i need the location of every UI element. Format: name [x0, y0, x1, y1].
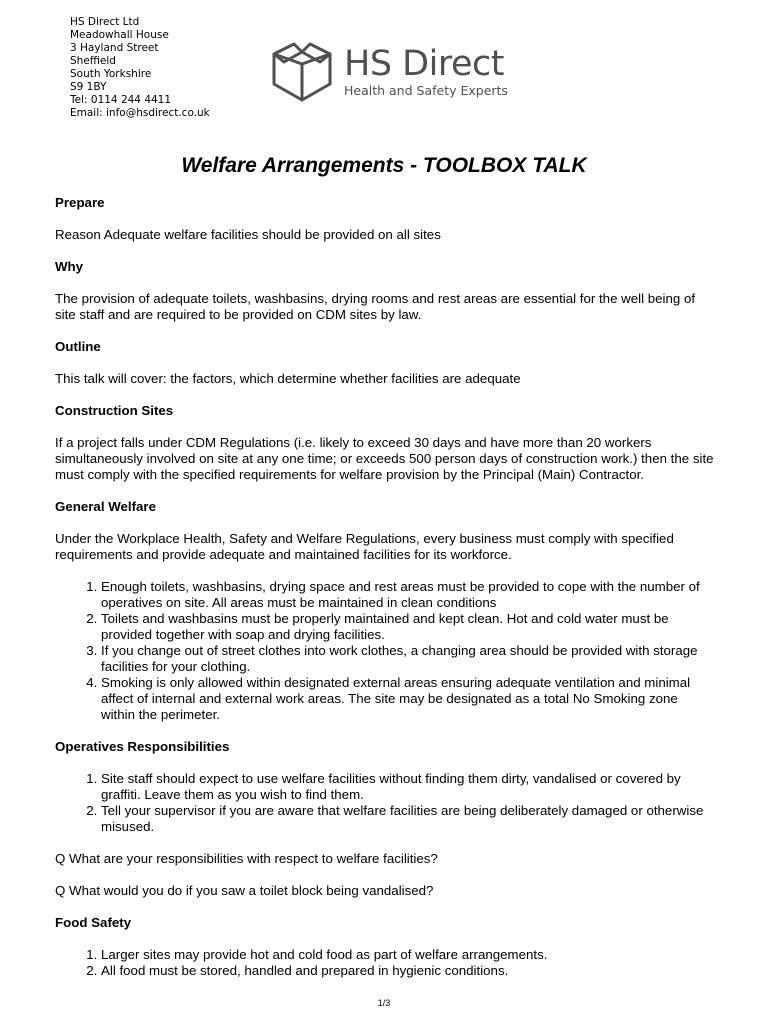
section-heading-operatives: Operatives Responsibilities	[55, 739, 230, 754]
address-line: S9 1BY	[70, 81, 107, 93]
company-logo	[266, 40, 526, 104]
why-text: The provision of adequate toilets, washbasins, drying rooms and rest areas are essential for the well being of site staff and are required to be provided on CDM sites by law.	[55, 291, 696, 322]
company-address	[70, 16, 210, 120]
construction-text: If a project falls under CDM Regulations (i.e. likely to exceed 30 days and have more than 20 workers simultaneously involved on site at any one time; or exceeds 500 person days of construction work.) then the site must comply with the specified requirements for welfare provision by the Principal (Main) Contractor.	[55, 435, 714, 482]
address-line: 3 Hayland Street	[70, 42, 159, 54]
address-line: Meadowhall House	[70, 29, 169, 41]
general-welfare-list	[55, 579, 715, 723]
section-heading-general-welfare: General Welfare	[55, 499, 157, 514]
section-heading-food-safety: Food Safety	[55, 915, 132, 930]
address-line: HS Direct Ltd	[70, 16, 140, 28]
question: Q What are your responsibilities with respect to welfare facilities?	[55, 851, 438, 866]
list-item: 4. Smoking is only allowed within designated external areas ensuring adequate ventilation and minimal affect of internal and external work areas. The site may be designated as a total No Smoking zone within the perimeter.	[101, 675, 715, 723]
section-heading-outline: Outline	[55, 339, 101, 354]
food-safety-list	[55, 947, 715, 979]
page-number: 1/3	[377, 998, 391, 1008]
address-line: Email: info@hsdirect.co.uk	[70, 107, 210, 119]
general-welfare-text: Under the Workplace Health, Safety and Welfare Regulations, every business must comply with specified requirements and provide adequate and maintained facilities for its workforce.	[55, 531, 674, 562]
outline-text: This talk will cover: the factors, which determine whether facilities are adequate	[55, 371, 521, 386]
list-item: 2. Tell your supervisor if you are aware that welfare facilities are being deliberately damaged or otherwise misused.	[101, 803, 715, 835]
logo-tagline: Health and Safety Experts	[344, 83, 508, 98]
list-item: 2. Toilets and washbasins must be properly maintained and kept clean. Hot and cold water must be provided together with soap and drying facilities.	[101, 611, 715, 643]
question: Q What would you do if you saw a toilet block being vandalised?	[55, 883, 434, 898]
operatives-list	[55, 771, 715, 835]
document-body	[55, 195, 715, 995]
list-item: 1. Larger sites may provide hot and cold food as part of welfare arrangements.	[101, 947, 715, 963]
list-item: 1. Site staff should expect to use welfare facilities without finding them dirty, vandalised or covered by graffiti. Leave them as you wish to find them.	[101, 771, 715, 803]
section-heading-prepare: Prepare	[55, 195, 105, 210]
box-icon	[266, 40, 338, 104]
address-line: South Yorkshire	[70, 68, 152, 80]
section-heading-construction: Construction Sites	[55, 403, 174, 418]
prepare-text: Reason Adequate welfare facilities should be provided on all sites	[55, 227, 441, 242]
page-title: Welfare Arrangements - TOOLBOX TALK	[181, 154, 587, 177]
address-line: Tel: 0114 244 4411	[70, 94, 172, 106]
list-item: 3. If you change out of street clothes into work clothes, a changing area should be provided with storage facilities for your clothing.	[101, 643, 715, 675]
address-line: Sheffield	[70, 55, 116, 67]
logo-name: HS Direct	[344, 44, 504, 84]
list-item: 1. Enough toilets, washbasins, drying space and rest areas must be provided to cope with the number of operatives on site. All areas must be maintained in clean conditions	[101, 579, 715, 611]
list-item: 2. All food must be stored, handled and prepared in hygienic conditions.	[101, 963, 715, 979]
section-heading-why: Why	[55, 259, 84, 274]
